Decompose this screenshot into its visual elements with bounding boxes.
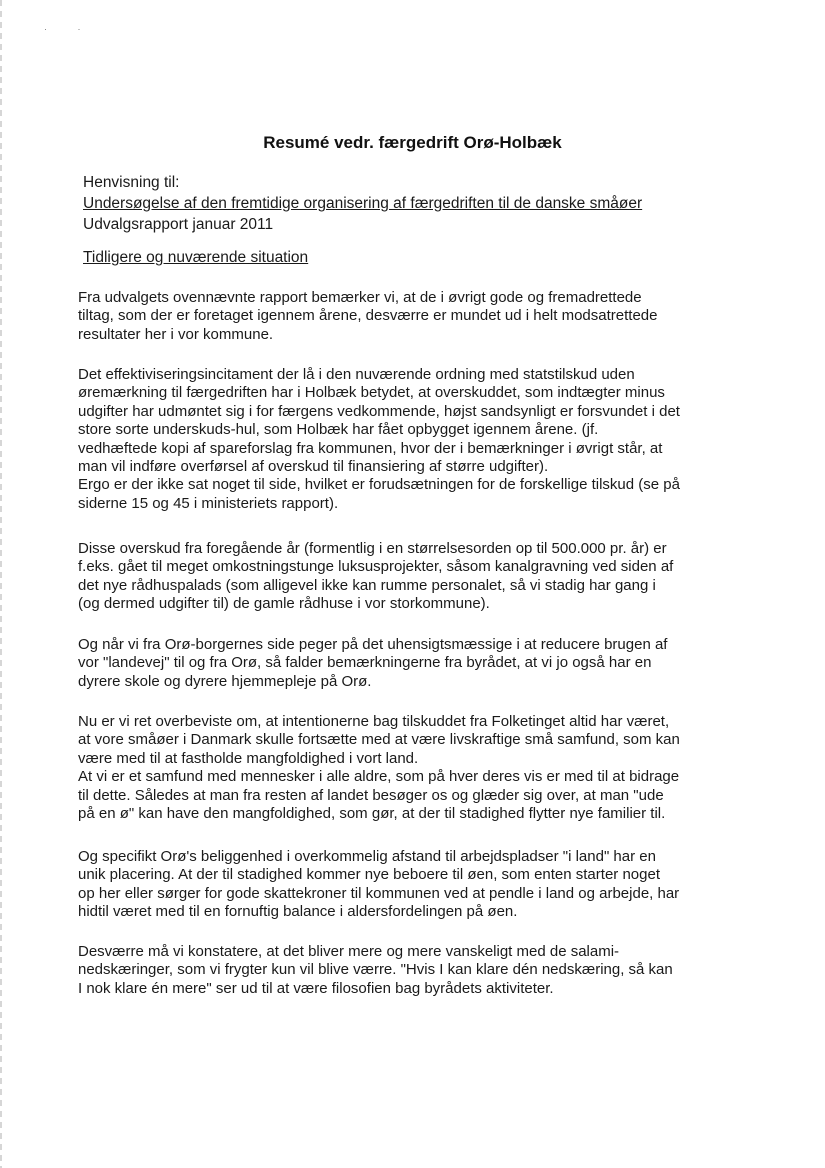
paragraph — [78, 289, 657, 344]
paragraph-line: nedskæringer, som vi frygter kun vil blive værre. "Hvis I kan klare dén nedskæring, så kan — [78, 961, 673, 979]
reference-link[interactable]: Undersøgelse af den fremtidige organisering af færgedriften til de danske småøer — [83, 195, 643, 212]
paragraph-line: øremærkning til færgedriften har i Holbæk betydet, at overskuddet, som indtægter minus — [78, 384, 665, 402]
paragraph-line: Ergo er der ikke sat noget til side, hvilket er forudsætningen for de forskellige tilskud (se på — [78, 476, 680, 494]
paragraph — [78, 943, 673, 998]
paragraph-line: vedhæftede kopi af spareforslag fra kommunen, hvor der i bemærkninger i øvrigt står, at — [78, 439, 663, 457]
reference-block — [83, 172, 642, 235]
paragraph — [78, 713, 680, 823]
paragraph-line: siderne 15 og 45 i ministeriets rapport). — [78, 494, 339, 512]
paragraph-line: resultater her i vor kommune. — [78, 325, 274, 343]
paragraph-line: op her eller sørger for gode skattekroner til kommunen ved at pendle i land og arbejde, har — [78, 884, 680, 902]
report-line: Udvalgsrapport januar 2011 — [83, 216, 274, 233]
document-title: Resumé vedr. færgedrift Orø-Holbæk — [263, 133, 562, 152]
scan-edge — [0, 0, 2, 1168]
paragraph-line: være med til at fastholde mangfoldighed i vort land. — [78, 749, 419, 767]
section-heading: Tidligere og nuværende situation — [83, 249, 309, 266]
paragraph-line: (og dermed udgifter til) de gamle rådhuse i vor storkommune). — [78, 595, 490, 613]
paragraph-line: I nok klare én mere" ser ud til at være filosofien bag byrådets aktiviteter. — [78, 979, 554, 997]
paragraph-line: man vil indføre overførsel af overskud til finansiering af større udgifter). — [78, 458, 549, 476]
paragraph-line: til dette. Således at man fra resten af landet besøger os og glæder sig over, at man "ude — [78, 786, 664, 804]
reference-label: Henvisning til: — [83, 174, 180, 191]
paragraph-line: unik placering. At der til stadighed kommer nye beboere til øen, som enten starter noget — [78, 866, 660, 884]
paragraph-line: tiltag, som der er foretaget igennem årene, desværre er mundet ud i helt modsatrettede — [78, 307, 658, 325]
scan-specks: · · — [44, 24, 95, 34]
paragraph-line: udgifter har udmøntet sig i for færgens vedkommende, højst sandsynligt er forsvundet i det — [78, 402, 680, 420]
paragraph — [78, 540, 673, 614]
paragraph-line: dyrere skole og dyrere hjemmepleje på Orø. — [78, 672, 372, 690]
paragraph-line: f.eks. gået til meget omkostningstunge luksusprojekter, såsom kanalgravning ved siden af — [78, 558, 674, 576]
paragraph — [78, 848, 679, 922]
paragraph-line: store sorte underskuds-hul, som Holbæk har fået opbygget igennem årene. (jf. — [78, 421, 599, 439]
paragraph — [78, 366, 680, 513]
paragraph-line: Fra udvalgets ovennævnte rapport bemærker vi, at de i øvrigt gode og fremadrettede — [78, 289, 642, 306]
paragraph-line: Og specifikt Orø's beliggenhed i overkommelig afstand til arbejdspladser "i land" har en — [78, 848, 656, 865]
paragraph-line: det nye rådhuspalads (som alligevel ikke kan rumme personalet, så vi stadig har gang i — [78, 576, 656, 594]
paragraph-line: hidtil været med til en fornuftig balance i aldersfordelingen på øen. — [78, 903, 518, 921]
paragraph-line: på en ø" kan have den mangfoldighed, som gør, at der til stadighed flytter nye familier til. — [78, 805, 666, 823]
paragraph-line: Og når vi fra Orø-borgernes side peger på det uhensigtsmæssige i at reducere brugen af — [78, 636, 668, 653]
paragraph — [78, 636, 667, 691]
paragraph-line: Det effektiviseringsincitament der lå i den nuværende ordning med statstilskud uden — [78, 366, 635, 383]
paragraph-line: Disse overskud fra foregående år (formentlig i en størrelsesorden op til 500.000 pr. år) er — [78, 540, 667, 557]
paragraph-line: Desværre må vi konstatere, at det bliver mere og mere vanskeligt med de salami- — [78, 943, 620, 960]
paragraph-line: Nu er vi ret overbeviste om, at intentionerne bag tilskuddet fra Folketinget altid har været, — [78, 713, 670, 730]
paragraph-line: At vi er et samfund med mennesker i alle aldre, som på hver deres vis er med til at bidrage — [78, 768, 680, 786]
paragraph-line: at vore småøer i Danmark skulle fortsætte med at være livskraftige små samfund, som kan — [78, 731, 680, 749]
paragraph-line: vor "landevej" til og fra Orø, så falder bemærkningerne fra byrådet, at vi jo også har en — [78, 654, 652, 672]
